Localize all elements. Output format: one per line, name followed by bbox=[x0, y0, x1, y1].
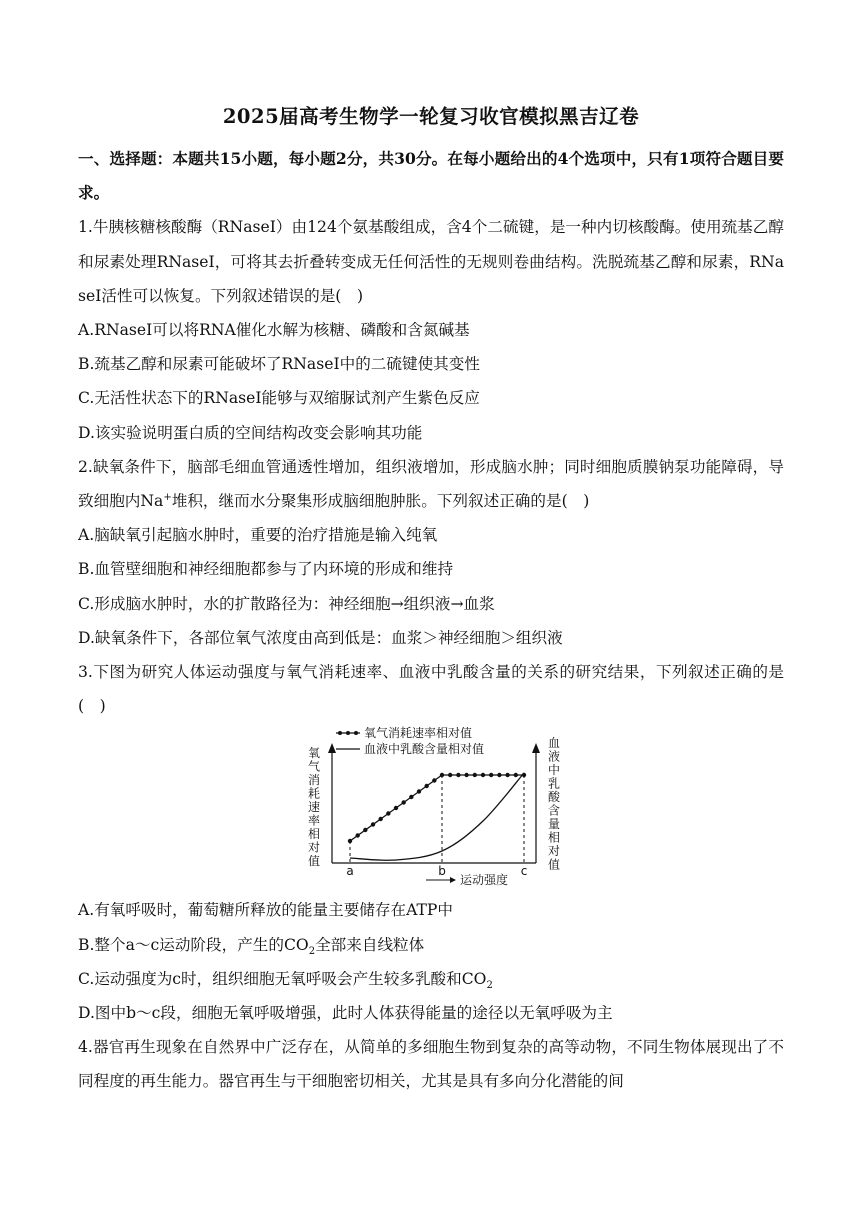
oxygen-data-point bbox=[401, 801, 405, 805]
question-3-option-c-text: C.运动强度为c时，组织细胞无氧呼吸会产生较多乳酸和CO bbox=[78, 969, 487, 988]
oxygen-data-point bbox=[386, 812, 390, 816]
x-tick-label: b bbox=[438, 864, 446, 879]
oxygen-consumption-series bbox=[348, 773, 526, 843]
question-3-option-b bbox=[78, 928, 784, 962]
question-3-option-b-part2: 全部来自线粒体 bbox=[315, 935, 425, 954]
oxygen-data-point bbox=[514, 773, 518, 777]
right-y-axis-arrow bbox=[532, 743, 540, 753]
question-3-stem: 3.下图为研究人体运动强度与氧气消耗速率、血液中乳酸含量的关系的研究结果，下列叙述正确的是( ) bbox=[78, 663, 784, 716]
document-page bbox=[78, 100, 784, 1099]
exercise-chart-figure bbox=[78, 723, 784, 893]
question-1-option-d: D.该实验说明蛋白质的空间结构改变会影响其功能 bbox=[78, 423, 423, 442]
chart-legend bbox=[336, 725, 484, 756]
oxygen-data-point bbox=[417, 790, 421, 794]
oxygen-data-point bbox=[464, 773, 468, 777]
left-y-axis-arrow bbox=[328, 743, 336, 753]
oxygen-data-point bbox=[489, 773, 493, 777]
oxygen-data-point bbox=[409, 795, 413, 799]
x-tick-label: c bbox=[520, 864, 528, 879]
x-axis-label: 运动强度 bbox=[460, 873, 509, 888]
right-y-axis-label: 血液中乳酸含量相对值 bbox=[547, 736, 561, 872]
question-2-stem-part2: 堆积，继而水分聚集形成脑细胞肿胀。下列叙述正确的是( ) bbox=[171, 492, 590, 511]
question-3-option-d: D.图中b～c段，细胞无氧呼吸增强，此时人体获得能量的途径以无氧呼吸为主 bbox=[78, 1004, 613, 1023]
exercise-chart bbox=[292, 723, 572, 889]
question-2-option-a: A.脑缺氧引起脑水肿时，重要的治疗措施是输入纯氧 bbox=[78, 526, 438, 545]
question-1-option-b: B.巯基乙醇和尿素可能破坏了RNaseI中的二硫键使其变性 bbox=[78, 355, 480, 374]
question-4-stem: 4.器官再生现象在自然界中广泛存在，从简单的多细胞生物到复杂的高等动物，不同生物体展现出了不同程度的再生能力。器官再生与干细胞密切相关，尤其是具有多向分化潜能的间 bbox=[78, 1038, 784, 1091]
question-1-option-c: C.无活性状态下的RNaseI能够与双缩脲试剂产生紫色反应 bbox=[78, 389, 480, 408]
oxygen-data-point bbox=[371, 823, 375, 827]
x-tick-label: a bbox=[346, 864, 354, 879]
question-2-stem-part1: 2.缺氧条件下，脑部毛细血管通透性增加，组织液增加，形成脑水肿；同时细胞质膜钠泵功能障碍，导致细胞内Na bbox=[78, 457, 784, 511]
question-3-option-a: A.有氧呼吸时，葡萄糖所释放的能量主要储存在ATP中 bbox=[78, 901, 453, 920]
legend-lactate-label: 血液中乳酸含量相对值 bbox=[364, 742, 485, 757]
oxygen-data-point bbox=[432, 779, 436, 783]
co2-subscript: 2 bbox=[308, 945, 316, 957]
oxygen-data-point bbox=[355, 834, 359, 838]
legend-oxygen-label: 氧气消耗速率相对值 bbox=[364, 726, 473, 741]
oxygen-data-point bbox=[473, 773, 477, 777]
sodium-superscript: + bbox=[163, 491, 172, 503]
oxygen-data-point bbox=[505, 773, 509, 777]
oxygen-data-point bbox=[440, 773, 444, 777]
oxygen-data-point bbox=[497, 773, 501, 777]
oxygen-data-point bbox=[363, 828, 367, 832]
page-title: 2025届高考生物学一轮复习收官模拟黑吉辽卷 bbox=[222, 105, 640, 128]
oxygen-data-point bbox=[348, 839, 352, 843]
oxygen-data-point bbox=[456, 773, 460, 777]
oxygen-data-point bbox=[394, 806, 398, 810]
question-3-option-b-part1: B.整个a～c运动阶段，产生的CO bbox=[78, 935, 309, 954]
co2-subscript: 2 bbox=[486, 979, 493, 991]
question-3-option-c bbox=[78, 962, 784, 996]
left-y-axis-label: 氧气消耗速率相对值 bbox=[307, 746, 321, 869]
oxygen-data-point bbox=[481, 773, 485, 777]
oxygen-data-point bbox=[448, 773, 452, 777]
question-2-option-c: C.形成脑水肿时，水的扩散路径为：神经细胞→组织液→血浆 bbox=[78, 594, 495, 613]
question-1-stem: 1.牛胰核糖核酸酶（RNaseI）由124个氨基酸组成，含4个二硫键，是一种内切核酸酶。使用巯基乙醇和尿素处理RNaseI，可将其去折叠转变成无任何活性的无规则卷曲结构。洗脱巯基乙醇和尿素，RNaseI活性可以恢复。下列叙述错误的是( ) bbox=[78, 218, 784, 305]
section-heading: 一、选择题：本题共15小题，每小题2分，共30分。在每小题给出的4个选项中，只有1项符合题目要求。 bbox=[78, 149, 784, 203]
lactate-series-line bbox=[350, 773, 524, 860]
question-2-option-d: D.缺氧条件下，各部位氧气浓度由高到低是：血浆＞神经细胞＞组织液 bbox=[78, 628, 563, 647]
oxygen-data-point bbox=[424, 784, 428, 788]
oxygen-series-line bbox=[350, 775, 524, 841]
question-1-option-a: A.RNaseI可以将RNA催化水解为核糖、磷酸和含氮碱基 bbox=[78, 321, 470, 340]
question-2-stem bbox=[78, 450, 784, 518]
question-2-option-b: B.血管壁细胞和神经细胞都参与了内环境的形成和维持 bbox=[78, 560, 454, 579]
oxygen-data-point bbox=[378, 817, 382, 821]
